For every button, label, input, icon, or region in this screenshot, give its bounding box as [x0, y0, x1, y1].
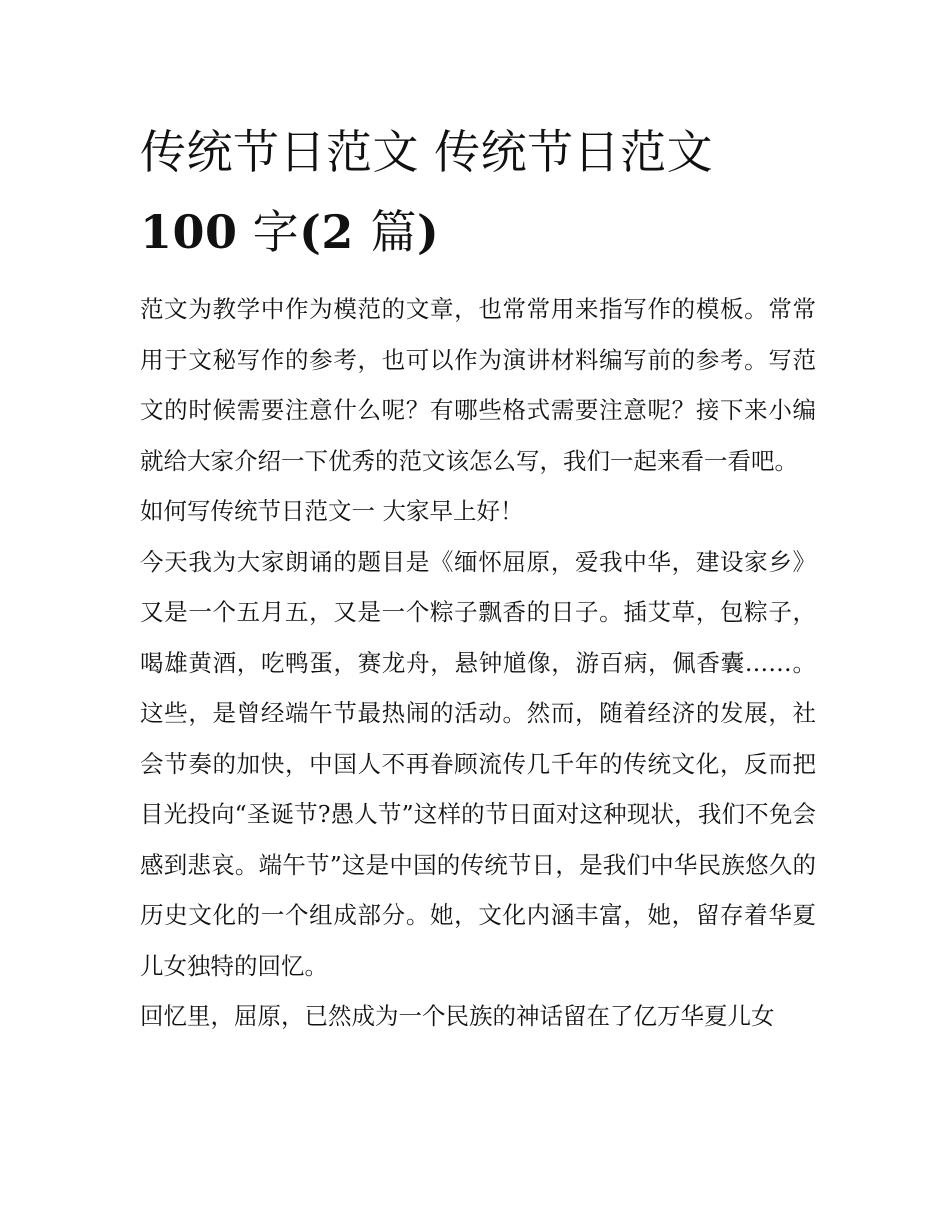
title-word-pian: 篇 [370, 205, 417, 259]
title-word-zi: 字 [237, 205, 300, 259]
speech-paragraph: 今天我为大家朗诵的题目是《缅怀屈原，爱我中华，建设家乡》又是一个五月五，又是一个粽子飘香的日子。插艾草，包粽子，喝雄黄酒，吃鸭蛋，赛龙舟，悬钟馗像，游百病，佩香囊……。这些，是曾经端午节最热闹的活动。然而，随着经济的发展，社会节奏的加快，中国人不再眷顾流传几千年的传统文化，反而把目光投向“圣诞节?愚人节”这样的节日面对这种现状，我们不免会感到悲哀。端午节”这是中国的传统节日，是我们中华民族悠久的历史文化的一个组成部分。她，文化内涵丰富，她，留存着华夏儿女独特的回忆。 [140, 547, 816, 980]
intro-paragraph: 范文为教学中作为模范的文章，也常常用来指写作的模板。常常用于文秘写作的参考，也可以作为演讲材料编写前的参考。写范文的时候需要注意什么呢？有哪些格式需要注意呢？接下来小编就给大家介绍一下优秀的范文该怎么写，我们一起来看一看吧。 [140, 295, 816, 475]
document-content [140, 112, 816, 1042]
title-paren-close: ) [416, 205, 440, 259]
title-line-2 [140, 192, 816, 272]
title-number: 100 [140, 205, 238, 259]
document-body [140, 284, 816, 1042]
memory-paragraph: 回忆里，屈原，已然成为一个民族的神话留在了亿万华夏儿女 [140, 1002, 775, 1030]
title-line-1: 传统节日范文 传统节日范文 [140, 125, 714, 179]
document-title [140, 112, 816, 272]
title-paren-open: (2 [299, 205, 371, 259]
section-heading-paragraph: 如何写传统节日范文一 大家早上好！ [140, 497, 524, 525]
